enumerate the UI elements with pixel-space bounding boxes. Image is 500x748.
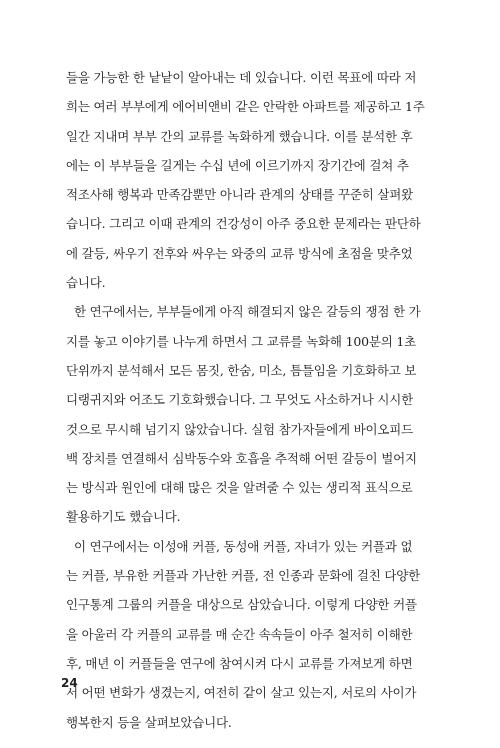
body-text	[66, 63, 444, 737]
text-line: 활용하기도 했습니다.	[66, 509, 181, 525]
text-line: 습니다.	[66, 275, 106, 291]
text-line: 는 방식과 원인에 대해 많은 것을 알려줄 수 있는 생리적 표식으로	[66, 480, 413, 496]
text-line: 을 아울러 각 커플의 교류를 매 순간 속속들이 아주 철저히 이해한	[66, 626, 413, 642]
text-line: 습니다. 그리고 이때 관계의 건강성이 아주 중요한 문제라는 판단하	[66, 216, 421, 232]
text-line: 일간 지내며 부부 간의 교류를 녹화하게 했습니다. 이를 분석한 후	[66, 128, 413, 144]
text-line: 적조사해 행복과 만족감뿐만 아니라 관계의 상태를 꾸준히 살펴왔	[66, 187, 414, 203]
paragraph-start-line: 한 연구에서는, 부부들에게 아직 해결되지 않은 갈등의 쟁점 한 가	[74, 304, 421, 320]
text-line: 들을 가능한 한 낱낱이 알아내는 데 있습니다. 이런 목표에 따라 저	[66, 70, 417, 85]
text-line: 행복한지 등을 살펴보았습니다.	[66, 714, 232, 730]
text-line: 는 커플, 부유한 커플과 가난한 커플, 전 인종과 문화에 걸친 다양한	[66, 568, 421, 584]
text-line: 지를 놓고 이야기를 나누게 하면서 그 교류를 녹화해 100분의 1초	[66, 333, 416, 349]
text-line: 인구통계 그룹의 커플을 대상으로 삼았습니다. 이렇게 다양한 커플	[66, 597, 417, 613]
paragraph-start-line: 이 연구에서는 이성애 커플, 동성애 커플, 자녀가 있는 커플과 없	[74, 538, 413, 554]
text-line: 후, 매년 이 커플들을 연구에 참여시켜 다시 교류를 가져보게 하면	[66, 655, 413, 671]
text-line: 서 어떤 변화가 생겼는지, 여전히 같이 살고 있는지, 서로의 사이가	[66, 685, 417, 701]
text-line: 디랭귀지와 어조도 기호화했습니다. 그 무엇도 사소하거나 시시한	[66, 392, 414, 408]
text-line: 에 갈등, 싸우기 전후와 싸우는 와중의 교류 방식에 초점을 맞추었	[66, 245, 413, 261]
text-line: 희는 여러 부부에게 에어비앤비 같은 안락한 아파트를 제공하고 1주	[66, 99, 425, 115]
text-line: 백 장치를 연결해서 심박동수와 호흡을 추적해 어떤 갈등이 벌어지	[66, 450, 417, 466]
text-line: 단위까지 분석해서 모든 몸짓, 한숨, 미소, 틈틀임을 기호화하고 보	[66, 362, 417, 378]
page-number: 24	[61, 676, 78, 690]
text-line: 것으로 무시해 넘기지 않았습니다. 실험 참가자들에게 바이오피드	[66, 421, 414, 437]
text-line: 에는 이 부부들을 길게는 수십 년에 이르기까지 장기간에 걸쳐 추	[66, 157, 409, 173]
